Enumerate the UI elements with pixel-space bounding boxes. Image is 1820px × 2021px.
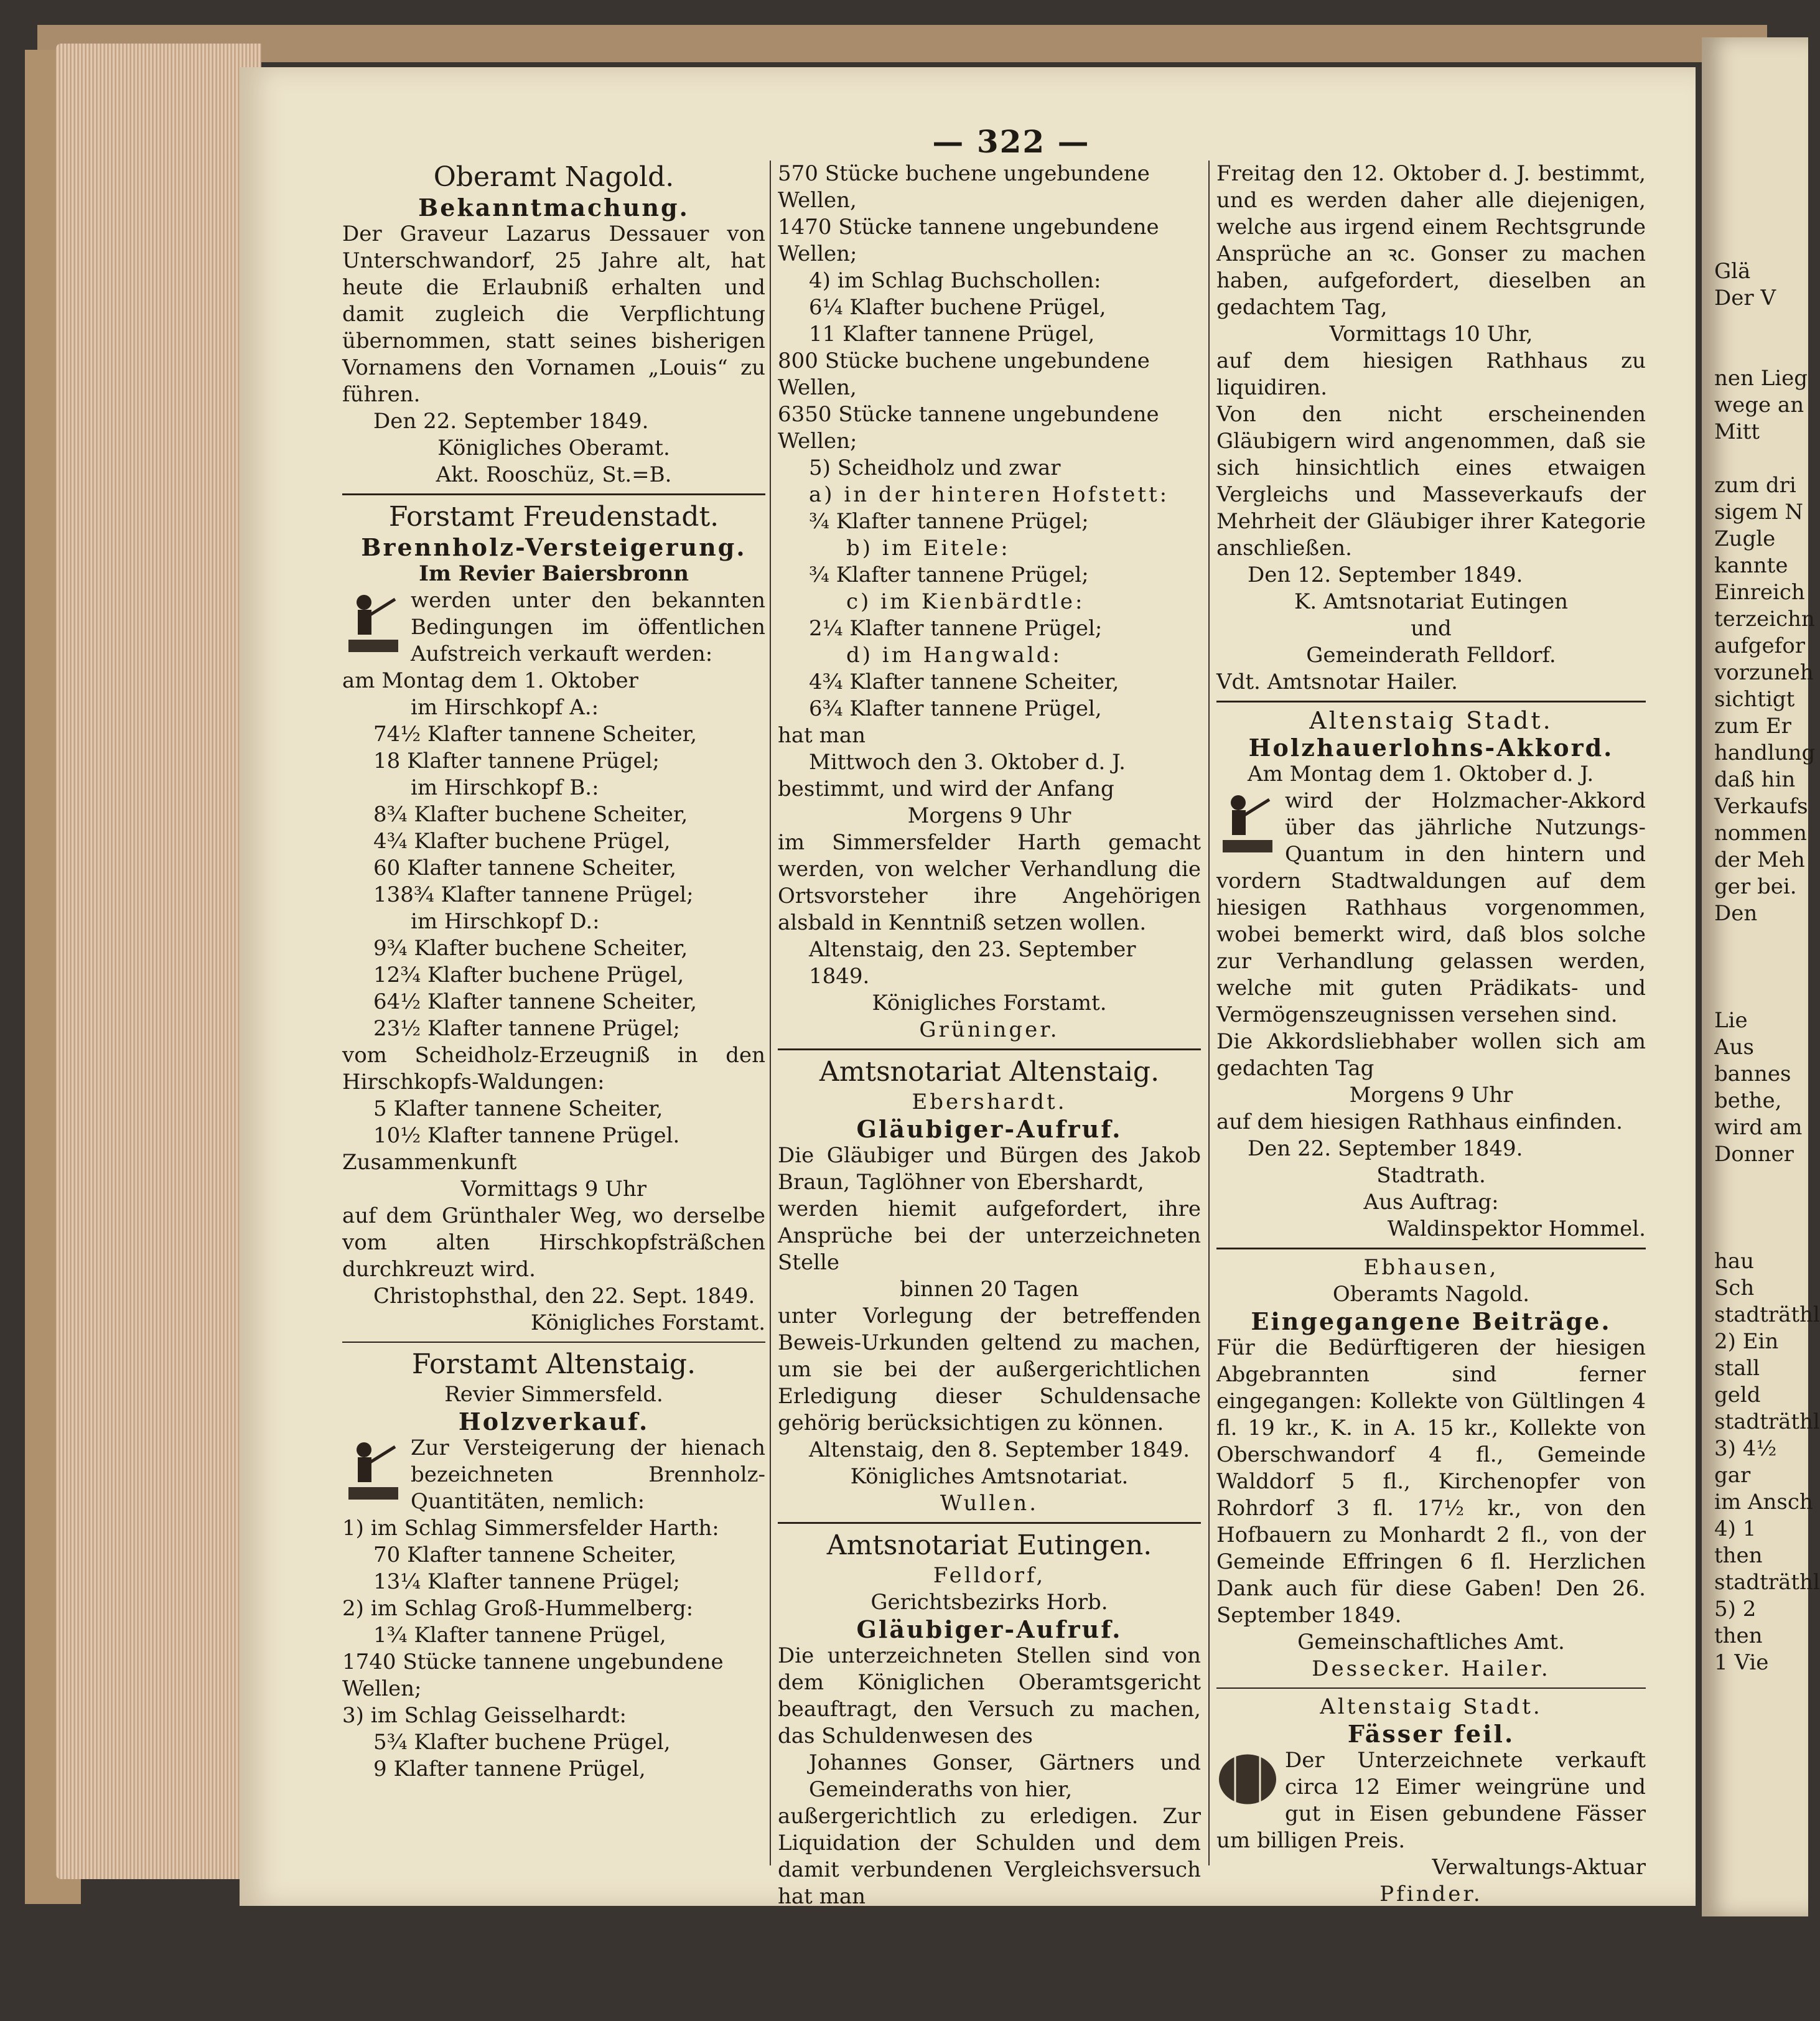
signature: Vdt. Amtsnotar Hailer.	[1216, 670, 1458, 694]
facing-page-line: 3) 4½	[1714, 1436, 1777, 1461]
list-item: 1740 Stücke tannene ungebundene Wellen;	[342, 1650, 724, 1701]
place-line: Oberamts Nagold.	[1332, 1282, 1530, 1307]
time-line: Morgens 9 Uhr	[1349, 1083, 1513, 1108]
signature: Grüninger.	[919, 1017, 1060, 1042]
facing-page-line: Lie	[1714, 1008, 1748, 1033]
section-divider	[778, 1048, 1201, 1050]
signature: Stadtrath.	[1376, 1163, 1486, 1188]
section-heading: Forstamt Altenstaig.	[411, 1348, 696, 1380]
facing-page-line: im Ansch	[1714, 1490, 1813, 1515]
list-item: 11 Klafter tannene Prügel,	[809, 322, 1095, 347]
notice-body: bestimmt, und wird der Anfang	[778, 777, 1114, 801]
notice-date: Altenstaig, den 8. September 1849.	[809, 1437, 1190, 1462]
notice-body: Für die Bedürftigeren der hiesigen Abgebrannten sind ferner eingegangen: Kollekte von Gültlingen 4 fl. 19 kr., K. in A. 15 kr., Kollekte von Oberschwandorf 4 fl., Gemeinde Walddorf 5 fl., Kirchenopfer von Rohrdorf 3 fl. 17½ kr., von den Hofbauern zu Monhardt 2 fl., von der Gemeinde Effringen 6 fl. Herzlichen Dank auch für diese Gaben! Den 26. September 1849.	[1216, 1335, 1646, 1628]
section-title: Fässer feil.	[1347, 1720, 1515, 1748]
notice-body: im Simmersfelder Harth gemacht werden, von welcher Verhandlung die Ortsvorsteher ihre Angehörigen alsbald in Kenntniß setzen wollen.	[778, 830, 1201, 935]
facing-page-line: sigem N	[1714, 500, 1804, 525]
list-item: d) im Hangwald:	[846, 643, 1062, 668]
list-item: 3) im Schlag Geisselhardt:	[342, 1703, 627, 1728]
woodcut-notice	[342, 587, 765, 668]
notice-date: Altenstaig, den 23. September 1849.	[809, 937, 1136, 989]
facing-page-line: handlung	[1714, 740, 1816, 765]
facing-page-line	[1702, 927, 1808, 954]
notice-body: werden hiemit aufgefordert, ihre Ansprüche bei der unterzeichneten Stelle	[778, 1197, 1201, 1275]
facing-page-line: terzeichn	[1714, 607, 1815, 632]
list-item: 2¼ Klafter tannene Prügel;	[809, 616, 1103, 641]
section-title: Holzverkauf.	[458, 1407, 650, 1435]
newspaper-page	[240, 67, 1696, 1909]
facing-page-line: ger bei.	[1714, 874, 1797, 899]
facing-page-line: then	[1714, 1543, 1763, 1568]
section-heading: Altenstaig Stadt.	[1309, 707, 1553, 734]
notice-body: auf dem Grünthaler Weg, wo derselbe vom alten Hirschkopfsträßchen durchkreuzt wird.	[342, 1203, 765, 1282]
signature: Akt. Rooschüz, St.=B.	[436, 462, 672, 487]
section-heading: Forstamt Freudenstadt.	[388, 501, 719, 533]
facing-page-line	[1702, 1195, 1808, 1221]
facing-page-line: stadträthl	[1714, 1302, 1820, 1327]
list-item: 2) im Schlag Groß-Hummelberg:	[342, 1596, 694, 1621]
facing-page-line: wird am	[1714, 1115, 1803, 1140]
facing-page-line: zum dri	[1714, 473, 1796, 498]
signature: Gemeinschaftliches Amt.	[1297, 1630, 1565, 1655]
facing-page-line: 2) Ein	[1714, 1329, 1779, 1354]
facing-page-line: hau	[1714, 1249, 1755, 1274]
period-line: binnen 20 Tagen	[900, 1277, 1079, 1302]
list-item: 74½ Klafter tannene Scheiter,	[373, 722, 698, 747]
list-item: 4¾ Klafter tannene Scheiter,	[809, 670, 1119, 694]
facing-page-fragment	[1702, 37, 1820, 1916]
notice-body: Zusammenkunft	[342, 1150, 517, 1175]
list-item: 5) Scheidholz und zwar	[809, 455, 1061, 480]
facing-page-line	[1702, 312, 1808, 338]
facing-page-line: geld	[1714, 1383, 1761, 1407]
facing-page-line: Glä	[1714, 259, 1751, 284]
section-title: Bekanntmachung.	[418, 194, 689, 222]
column-2	[778, 161, 1201, 1910]
notice-body: hat man	[778, 723, 866, 748]
facing-page-line: Zugle	[1714, 526, 1776, 551]
book-cover-top	[37, 25, 1767, 62]
section-title: Eingegangene Beiträge.	[1251, 1307, 1612, 1335]
place-line: Felldorf,	[933, 1563, 1046, 1588]
time-line: Vormittags 9 Uhr	[460, 1177, 647, 1202]
list-item: 18 Klafter tannene Prügel;	[373, 749, 660, 773]
woodcut-notice	[342, 1435, 765, 1515]
facing-page-line	[1702, 981, 1808, 1007]
signature: Waldinspektor Hommel.	[1387, 1216, 1646, 1241]
facing-page-line: stadträthl	[1714, 1570, 1820, 1595]
section-title: Brennholz-Versteigerung.	[361, 533, 747, 561]
page-stack-edge	[56, 44, 261, 1879]
list-item: 70 Klafter tannene Scheiter,	[373, 1543, 677, 1567]
column-rule	[770, 161, 771, 1865]
facing-page-text	[1702, 37, 1820, 1676]
notice-date: Christophsthal, den 22. Sept. 1849.	[373, 1284, 755, 1309]
facing-page-line: then	[1714, 1623, 1763, 1648]
facing-page-line: Aus	[1714, 1035, 1754, 1060]
section-divider	[1216, 1687, 1646, 1689]
section-divider	[342, 493, 765, 495]
facing-page-line: bannes	[1714, 1062, 1791, 1086]
facing-page-line: 4) 1	[1714, 1516, 1757, 1541]
notice-body: unter Vorlegung der betreffenden Beweis-Urkunden geltend zu machen, um sie bei der außergerichtlichen Erledigung dieser Schuldensache gehörig berücksichtigen zu können.	[778, 1304, 1201, 1435]
list-item: 6¼ Klafter buchene Prügel,	[809, 295, 1106, 320]
facing-page-line: aufgefor	[1714, 633, 1805, 658]
list-item: im Hirschkopf B.:	[411, 775, 599, 800]
facing-page-line: Donner	[1714, 1142, 1794, 1167]
woodcutter-icon	[342, 1437, 404, 1506]
list-item: 64½ Klafter tannene Scheiter,	[373, 989, 698, 1014]
facing-page-line: bethe,	[1714, 1088, 1782, 1113]
facing-page-line: zum Er	[1714, 714, 1791, 739]
woodcutter-icon	[1216, 790, 1279, 859]
facing-page-line	[1702, 954, 1808, 981]
facing-page-line	[1702, 338, 1808, 365]
facing-page-line: nommen	[1714, 821, 1807, 846]
barrel-icon	[1216, 1750, 1279, 1809]
section-heading: Amtsnotariat Altenstaig.	[819, 1056, 1160, 1088]
column-1	[342, 161, 765, 1783]
column-rule	[1208, 161, 1210, 1865]
section-title: Gläubiger-Aufruf.	[856, 1615, 1122, 1643]
notice-body: vom Scheidholz-Erzeugniß in den Hirschkopfs-Waldungen:	[342, 1043, 765, 1095]
list-item: 5¾ Klafter buchene Prügel,	[373, 1730, 671, 1755]
notice-date: Den 22. September 1849.	[1248, 1136, 1523, 1161]
list-item: ¾ Klafter tannene Prügel;	[809, 509, 1089, 534]
facing-page-line: Einreich	[1714, 580, 1805, 605]
facing-page-line: Der V	[1714, 286, 1776, 310]
wood-list	[342, 1515, 765, 1783]
signature: Wullen.	[940, 1491, 1039, 1516]
signature: K. Amtsnotariat Eutingen	[1294, 589, 1569, 614]
section-title: Holzhauerlohns-Akkord.	[1248, 734, 1614, 762]
list-item: im Hirschkopf A.:	[411, 695, 599, 720]
list-item: 23½ Klafter tannene Prügel;	[373, 1016, 680, 1041]
notice-body: Die Gläubiger und Bürgen des Jakob Braun, Taglöhner von Ebershardt,	[778, 1143, 1201, 1195]
section-heading: Ebhausen,	[1363, 1255, 1499, 1280]
list-item: 1¾ Klafter tannene Prügel,	[373, 1623, 666, 1648]
notice-date: Den 22. September 1849.	[373, 409, 649, 434]
facing-page-line: stall	[1714, 1356, 1760, 1381]
list-item: 9 Klafter tannene Prügel,	[373, 1757, 646, 1781]
woodcutter-icon	[342, 590, 404, 658]
signature: Gemeinderath Felldorf.	[1306, 643, 1556, 668]
signature: Verwaltungs-Aktuar	[1432, 1855, 1646, 1880]
notice-date: Den 12. September 1849.	[1248, 562, 1523, 587]
notice-body: Johannes Gonser, Gärtners und Gemeinderaths von hier,	[809, 1750, 1201, 1802]
facing-page-line: stadträthl	[1714, 1409, 1820, 1434]
notice-body: Der Graveur Lazarus Dessauer von Unterschwandorf, 25 Jahre alt, hat heute die Erlaubniß erhalten und damit zugleich die Verpflichtung übernommen, statt seines bisherigen Vornamens den Vornamen „Louis“ zu führen.	[342, 222, 765, 407]
facing-page-line	[1702, 446, 1808, 472]
list-item: im Hirschkopf D.:	[411, 909, 600, 934]
notice-body: wird der Holzmacher-Akkord über das jährliche Nutzungs-Quantum in den hintern und vordern Stadtwaldungen auf dem hiesigen Rathhaus vorgenommen, wobei bemerkt wird, daß blos solche zur Verhandlung gelassen werden, welche mit guten Prädikats- und Vermögenszeugnissen versehen sind.	[1216, 788, 1646, 1027]
notice-body: Freitag den 12. Oktober d. J. bestimmt, und es werden daher alle diejenigen, welche aus irgend einem Rechtsgrunde Ansprüche an ꝛc. Gonser zu machen haben, aufgefordert, dieselben an gedachtem Tag,	[1216, 161, 1646, 320]
facing-page-line: 1 Vie	[1714, 1650, 1769, 1675]
list-item: b) im Eitele:	[846, 536, 1010, 561]
time-line: Morgens 9 Uhr	[907, 803, 1071, 828]
section-divider	[1216, 1248, 1646, 1249]
notice-body: werden unter den bekannten Bedingungen im öffentlichen Aufstreich verkauft werden:	[411, 588, 765, 666]
signature: Königliches Forstamt.	[872, 991, 1107, 1015]
signature: und	[1411, 616, 1452, 641]
facing-page-line: wege an	[1714, 393, 1804, 418]
list-item: 6¾ Klafter tannene Prügel,	[809, 696, 1102, 721]
facing-page-line: vorzuneh	[1714, 660, 1814, 685]
date-line: Am Montag dem 1. Oktober d. J.	[1248, 762, 1594, 786]
facing-page-line: der Meh	[1714, 847, 1805, 872]
signature: Aus Auftrag:	[1363, 1190, 1499, 1215]
notice-body: Die Akkordsliebhaber wollen sich am gedachten Tag	[1216, 1029, 1646, 1081]
list-item: 60 Klafter tannene Scheiter,	[373, 856, 677, 880]
notice-body: Der Unterzeichnete verkauft circa 12 Eimer weingrüne und gut in Eisen gebundene Fässer um billigen Preis.	[1216, 1748, 1646, 1853]
list-item: 6350 Stücke tannene ungebundene Wellen;	[778, 402, 1159, 454]
list-item: 800 Stücke buchene ungebundene Wellen,	[778, 348, 1150, 400]
notice-body: Zur Versteigerung der hienach bezeichneten Brennholz-Quantitäten, nemlich:	[411, 1435, 765, 1514]
place-line: Ebershardt.	[912, 1090, 1067, 1114]
list-item: 13¼ Klafter tannene Prügel;	[373, 1569, 680, 1594]
notice-body: außergerichtlich zu erledigen. Zur Liquidation der Schulden und dem damit verbundenen Vergleichsversuch hat man	[778, 1804, 1201, 1909]
place-line: Gerichtsbezirks Horb.	[870, 1590, 1108, 1615]
notice-body: Von den nicht erscheinenden Gläubigern wird angenommen, daß sie sich hinsichtlich eines etwaigen Vergleichs und Masseverkaufs der Mehrheit der Gläubiger ihrer Kategorie anschließen.	[1216, 402, 1646, 561]
facing-page-line: kannte	[1714, 553, 1788, 578]
list-item: c) im Kienbärdtle:	[846, 589, 1085, 614]
notice-body: auf dem hiesigen Rathhaus einfinden.	[1216, 1109, 1623, 1134]
section-heading: Oberamt Nagold.	[433, 161, 674, 193]
notice-body: Die unterzeichneten Stellen sind von dem Königlichen Oberamtsgericht beauftragt, den Versuch zu machen, das Schuldenwesen des	[778, 1643, 1201, 1748]
facing-page-line: nen Lieg	[1714, 366, 1808, 391]
list-item: 138¾ Klafter tannene Prügel;	[373, 882, 694, 907]
facing-page-line: Sch	[1714, 1276, 1755, 1300]
section-divider	[1216, 701, 1646, 702]
facing-page-line: Den	[1714, 901, 1758, 926]
list-item: 4) im Schlag Buchschollen:	[809, 268, 1101, 293]
facing-page-line: Verkaufs	[1714, 794, 1808, 819]
wood-list	[778, 161, 1201, 722]
revier-line: Im Revier Baiersbronn	[419, 561, 689, 586]
list-item: 9¾ Klafter buchene Scheiter,	[373, 936, 688, 961]
signature: Königliches Oberamt.	[437, 436, 670, 460]
woodcut-notice	[1216, 788, 1646, 1029]
date-line: Mittwoch den 3. Oktober d. J.	[809, 750, 1126, 775]
facing-page-line: 5) 2	[1714, 1597, 1757, 1622]
list-item: 10½ Klafter tannene Prügel.	[373, 1123, 680, 1148]
signature: Pfinder.	[1379, 1882, 1483, 1907]
list-item: 4¾ Klafter buchene Prügel,	[373, 829, 671, 854]
column-3	[1216, 161, 1646, 1908]
section-heading: Altenstaig Stadt.	[1320, 1694, 1542, 1719]
facing-page-line: daß hin	[1714, 767, 1796, 792]
facing-page-line: gar	[1714, 1463, 1751, 1488]
list-item: 1) im Schlag Simmersfelder Harth:	[342, 1516, 719, 1541]
section-divider	[342, 1342, 765, 1343]
signature: Dessecker. Hailer.	[1312, 1656, 1551, 1681]
time-line: Vormittags 10 Uhr,	[1329, 322, 1533, 347]
list-item: 12¾ Klafter buchene Prügel,	[373, 963, 684, 987]
list-item: 8¾ Klafter buchene Scheiter,	[373, 802, 688, 827]
wood-list	[342, 694, 765, 1042]
notice-body: auf dem hiesigen Rathhaus zu liquidiren.	[1216, 348, 1646, 400]
signature: Königliches Amtsnotariat.	[850, 1464, 1129, 1489]
section-title: Gläubiger-Aufruf.	[856, 1115, 1122, 1143]
list-item: ¾ Klafter tannene Prügel;	[809, 562, 1089, 587]
section-divider	[778, 1522, 1201, 1524]
facing-page-line: sichtigt	[1714, 687, 1795, 712]
list-item: a) in der hinteren Hofstett:	[809, 482, 1170, 507]
facing-page-line	[1702, 1221, 1808, 1248]
barrel-notice	[1216, 1747, 1646, 1854]
section-heading: Amtsnotariat Eutingen.	[826, 1529, 1152, 1561]
facing-page-line: Mitt	[1714, 419, 1760, 444]
list-item: 1470 Stücke tannene ungebundene Wellen;	[778, 215, 1159, 266]
revier-line: Revier Simmersfeld.	[444, 1382, 663, 1407]
facing-page-line	[1702, 1168, 1808, 1195]
date-line: am Montag dem 1. Oktober	[342, 668, 638, 693]
list-item: 570 Stücke buchene ungebundene Wellen,	[778, 161, 1150, 213]
list-item: 5 Klafter tannene Scheiter,	[373, 1096, 663, 1121]
page-number: — 322 —	[932, 123, 1090, 160]
signature: Königliches Forstamt.	[530, 1310, 765, 1335]
